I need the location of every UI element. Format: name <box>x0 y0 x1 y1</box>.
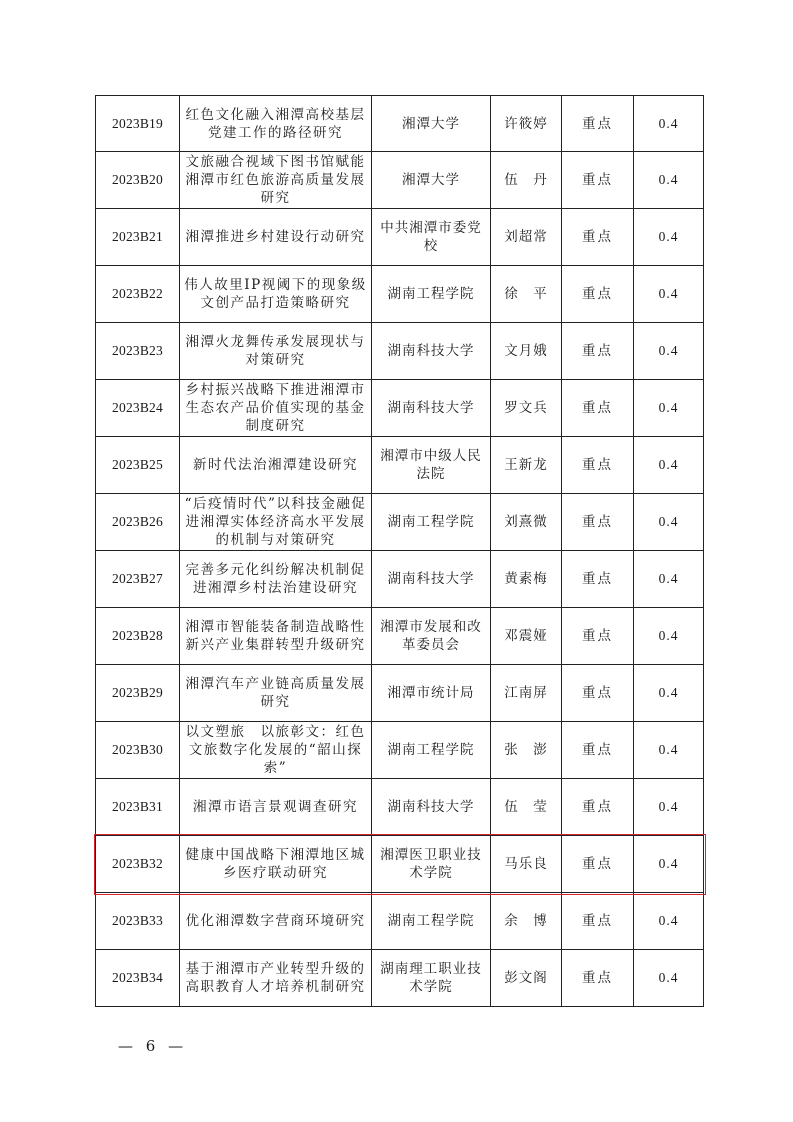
table-row <box>96 266 704 323</box>
table-row <box>96 551 704 608</box>
project-pi: 王新龙 <box>491 437 562 494</box>
project-pi: 邓震娅 <box>491 608 562 665</box>
project-amount: 0.4 <box>634 437 704 494</box>
project-id: 2023B32 <box>96 836 180 893</box>
project-id: 2023B27 <box>96 551 180 608</box>
project-title: 湘潭火龙舞传承发展现状与对策研究 <box>180 323 372 380</box>
table-row <box>96 96 704 152</box>
project-amount: 0.4 <box>634 494 704 551</box>
table-row <box>96 437 704 494</box>
table-row <box>96 836 704 893</box>
project-org: 湘潭市统计局 <box>372 665 491 722</box>
project-title: “后疫情时代”以科技金融促进湘潭实体经济高水平发展的机制与对策研究 <box>180 494 372 551</box>
project-pi: 伍 莹 <box>491 779 562 836</box>
table-row <box>96 665 704 722</box>
project-amount: 0.4 <box>634 950 704 1007</box>
table-row <box>96 722 704 779</box>
project-org: 中共湘潭市委党校 <box>372 209 491 266</box>
project-pi: 刘超常 <box>491 209 562 266</box>
project-pi: 罗文兵 <box>491 380 562 437</box>
table-row <box>96 494 704 551</box>
project-org: 湖南科技大学 <box>372 380 491 437</box>
project-level: 重点 <box>562 152 634 209</box>
project-id: 2023B20 <box>96 152 180 209</box>
project-level: 重点 <box>562 494 634 551</box>
project-id: 2023B21 <box>96 209 180 266</box>
project-id: 2023B34 <box>96 950 180 1007</box>
project-org: 湖南理工职业技术学院 <box>372 950 491 1007</box>
project-pi: 马乐良 <box>491 836 562 893</box>
project-pi: 许筱婷 <box>491 96 562 152</box>
project-amount: 0.4 <box>634 323 704 380</box>
project-level: 重点 <box>562 893 634 950</box>
project-pi: 徐 平 <box>491 266 562 323</box>
project-amount: 0.4 <box>634 266 704 323</box>
project-amount: 0.4 <box>634 665 704 722</box>
project-org: 湘潭市中级人民法院 <box>372 437 491 494</box>
project-level: 重点 <box>562 323 634 380</box>
project-id: 2023B24 <box>96 380 180 437</box>
table-row <box>96 323 704 380</box>
project-amount: 0.4 <box>634 893 704 950</box>
project-id: 2023B25 <box>96 437 180 494</box>
project-title: 伟人故里IP视阈下的现象级文创产品打造策略研究 <box>180 266 372 323</box>
table-row <box>96 779 704 836</box>
project-amount: 0.4 <box>634 836 704 893</box>
project-title: 新时代法治湘潭建设研究 <box>180 437 372 494</box>
project-id: 2023B28 <box>96 608 180 665</box>
project-org: 湘潭大学 <box>372 96 491 152</box>
project-pi: 伍 丹 <box>491 152 562 209</box>
project-id: 2023B30 <box>96 722 180 779</box>
project-id: 2023B29 <box>96 665 180 722</box>
project-org: 湘潭大学 <box>372 152 491 209</box>
project-id: 2023B19 <box>96 96 180 152</box>
project-pi: 文月娥 <box>491 323 562 380</box>
project-amount: 0.4 <box>634 608 704 665</box>
project-table <box>95 95 704 1007</box>
project-title: 湘潭市语言景观调查研究 <box>180 779 372 836</box>
project-level: 重点 <box>562 551 634 608</box>
project-pi: 江南屏 <box>491 665 562 722</box>
project-amount: 0.4 <box>634 779 704 836</box>
project-table-body <box>96 96 704 1007</box>
project-id: 2023B31 <box>96 779 180 836</box>
project-title: 优化湘潭数字营商环境研究 <box>180 893 372 950</box>
project-level: 重点 <box>562 608 634 665</box>
project-amount: 0.4 <box>634 209 704 266</box>
project-id: 2023B26 <box>96 494 180 551</box>
table-row <box>96 380 704 437</box>
table-row <box>96 950 704 1007</box>
project-title: 湘潭市智能装备制造战略性新兴产业集群转型升级研究 <box>180 608 372 665</box>
project-pi: 黄素梅 <box>491 551 562 608</box>
project-title: 基于湘潭市产业转型升级的高职教育人才培养机制研究 <box>180 950 372 1007</box>
project-pi: 张 澎 <box>491 722 562 779</box>
project-level: 重点 <box>562 665 634 722</box>
table-row <box>96 893 704 950</box>
project-org: 湖南工程学院 <box>372 893 491 950</box>
project-org: 湖南科技大学 <box>372 323 491 380</box>
project-title: 湘潭推进乡村建设行动研究 <box>180 209 372 266</box>
project-pi: 刘熹微 <box>491 494 562 551</box>
project-org: 湖南科技大学 <box>372 551 491 608</box>
project-org: 湖南工程学院 <box>372 266 491 323</box>
project-level: 重点 <box>562 209 634 266</box>
project-title: 湘潭汽车产业链高质量发展研究 <box>180 665 372 722</box>
project-level: 重点 <box>562 950 634 1007</box>
project-id: 2023B23 <box>96 323 180 380</box>
project-org: 湖南科技大学 <box>372 779 491 836</box>
project-title: 以文塑旅 以旅彰文：红色文旅数字化发展的“韶山探索” <box>180 722 372 779</box>
table-row <box>96 152 704 209</box>
project-org: 湘潭市发展和改革委员会 <box>372 608 491 665</box>
table-row <box>96 608 704 665</box>
project-level: 重点 <box>562 836 634 893</box>
project-title: 乡村振兴战略下推进湘潭市生态农产品价值实现的基金制度研究 <box>180 380 372 437</box>
page-number: — 6 — <box>118 1037 188 1055</box>
project-id: 2023B22 <box>96 266 180 323</box>
project-amount: 0.4 <box>634 551 704 608</box>
project-title: 文旅融合视域下图书馆赋能湘潭市红色旅游高质量发展研究 <box>180 152 372 209</box>
project-org: 湖南工程学院 <box>372 494 491 551</box>
project-level: 重点 <box>562 266 634 323</box>
project-title: 完善多元化纠纷解决机制促进湘潭乡村法治建设研究 <box>180 551 372 608</box>
project-level: 重点 <box>562 96 634 152</box>
project-id: 2023B33 <box>96 893 180 950</box>
project-level: 重点 <box>562 380 634 437</box>
project-level: 重点 <box>562 437 634 494</box>
project-title: 红色文化融入湘潭高校基层党建工作的路径研究 <box>180 96 372 152</box>
project-level: 重点 <box>562 779 634 836</box>
project-org: 湘潭医卫职业技术学院 <box>372 836 491 893</box>
project-org: 湖南工程学院 <box>372 722 491 779</box>
project-level: 重点 <box>562 722 634 779</box>
project-amount: 0.4 <box>634 96 704 152</box>
project-title: 健康中国战略下湘潭地区城乡医疗联动研究 <box>180 836 372 893</box>
project-amount: 0.4 <box>634 152 704 209</box>
table-row <box>96 209 704 266</box>
project-amount: 0.4 <box>634 380 704 437</box>
project-amount: 0.4 <box>634 722 704 779</box>
project-pi: 余 博 <box>491 893 562 950</box>
project-pi: 彭文阁 <box>491 950 562 1007</box>
